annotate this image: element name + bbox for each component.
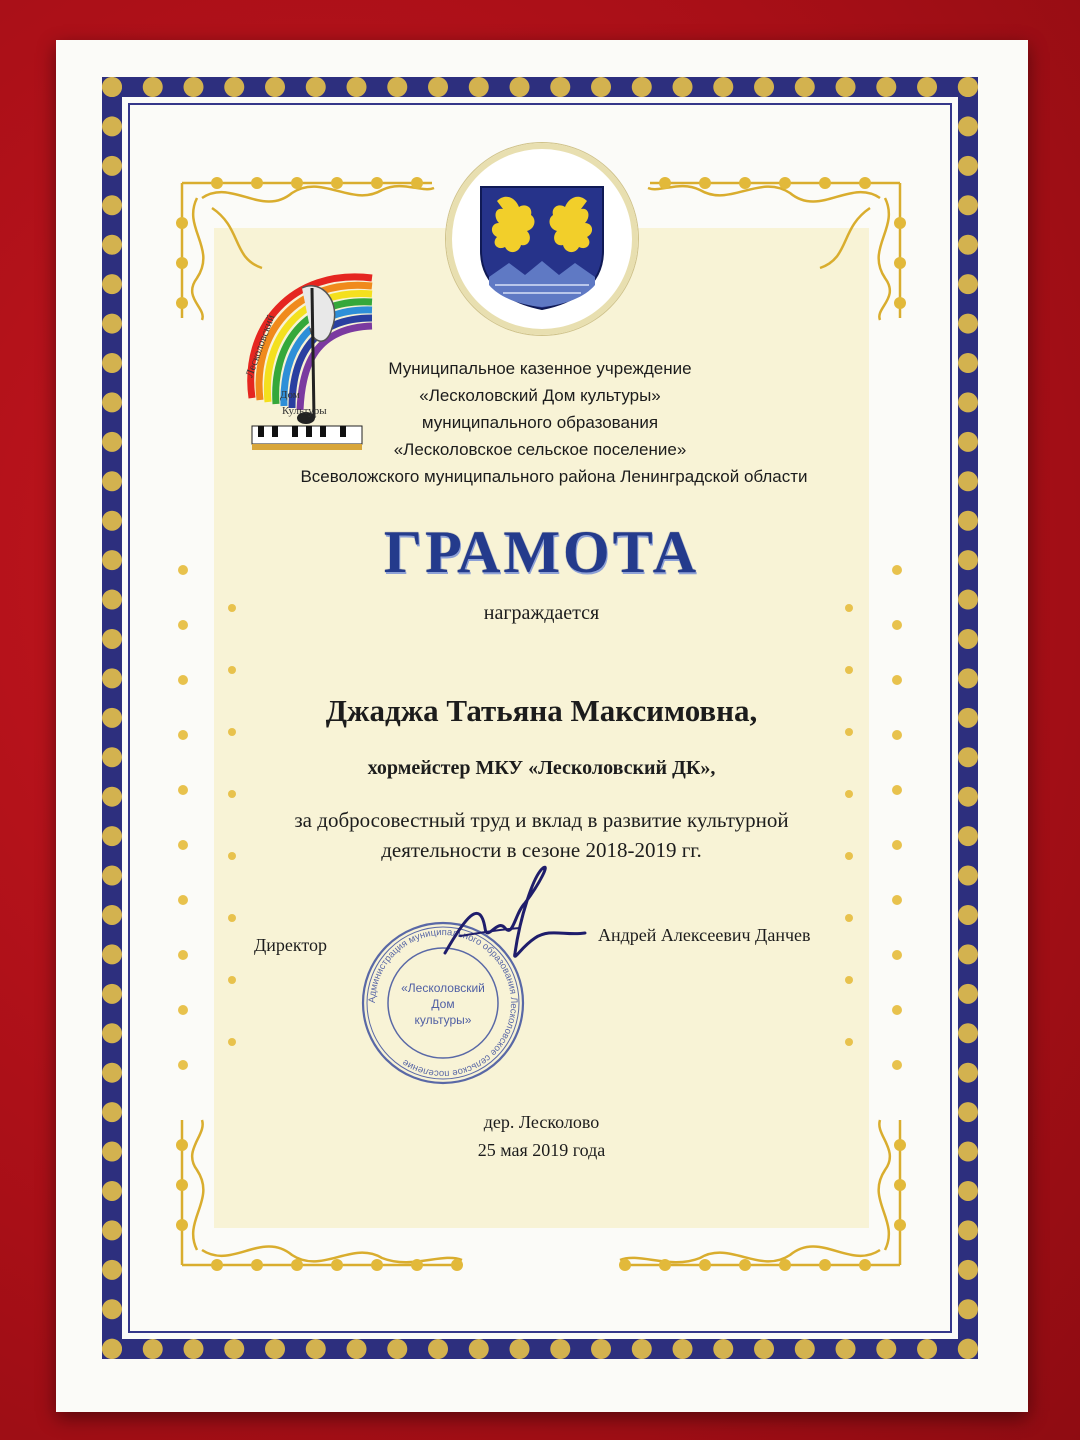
coat-of-arms-shield-icon	[475, 181, 609, 311]
recipient-name: Джаджа Татьяна Максимовна,	[325, 693, 758, 728]
left-dot-column	[176, 560, 190, 1080]
certificate-title: ГРАМОТА	[383, 519, 700, 585]
org-line: муниципального образования	[421, 413, 659, 432]
left-inner-dot-column	[225, 600, 239, 1070]
stamp-ring-text: Администрация муниципального образования Лесколовское сельское поселение	[366, 926, 520, 1080]
logo-text: Дом	[280, 389, 300, 401]
logo-text: Лесколовский	[243, 313, 278, 380]
reason-line: за добросовестный труд и вклад в развитие культурной	[294, 808, 789, 832]
signer-title: Директор	[254, 935, 328, 955]
logo-text: Культуры	[282, 405, 327, 417]
place: дер. Лесколово	[483, 1112, 600, 1132]
stamp-text: культуры»	[414, 1013, 472, 1027]
stamp-text: Дом	[431, 997, 455, 1011]
bottom-left-ornament	[172, 1110, 472, 1280]
issue-date: 25 мая 2019 года	[477, 1140, 606, 1160]
org-line: Муниципальное казенное учреждение	[388, 359, 692, 378]
recipient-position: хормейстер МКУ «Лесколовский ДК»,	[367, 757, 716, 779]
director-signature	[425, 858, 590, 978]
org-line: «Лесколовское сельское поселение»	[393, 440, 687, 459]
org-line: Всеволожского муниципального района Ленинградской области	[300, 467, 808, 486]
top-right-ornament	[640, 168, 910, 328]
bottom-right-ornament	[610, 1110, 910, 1280]
reason-line: деятельности в сезоне 2018-2019 гг.	[381, 838, 702, 862]
right-dot-column	[890, 560, 904, 1080]
signer-name: Андрей Алексеевич Данчев	[598, 925, 811, 945]
awarded-label: награждается	[483, 602, 600, 624]
right-inner-dot-column	[842, 600, 856, 1070]
org-line: «Лесколовский Дом культуры»	[419, 386, 661, 405]
stamp-text: «Лесколовский	[401, 981, 485, 995]
